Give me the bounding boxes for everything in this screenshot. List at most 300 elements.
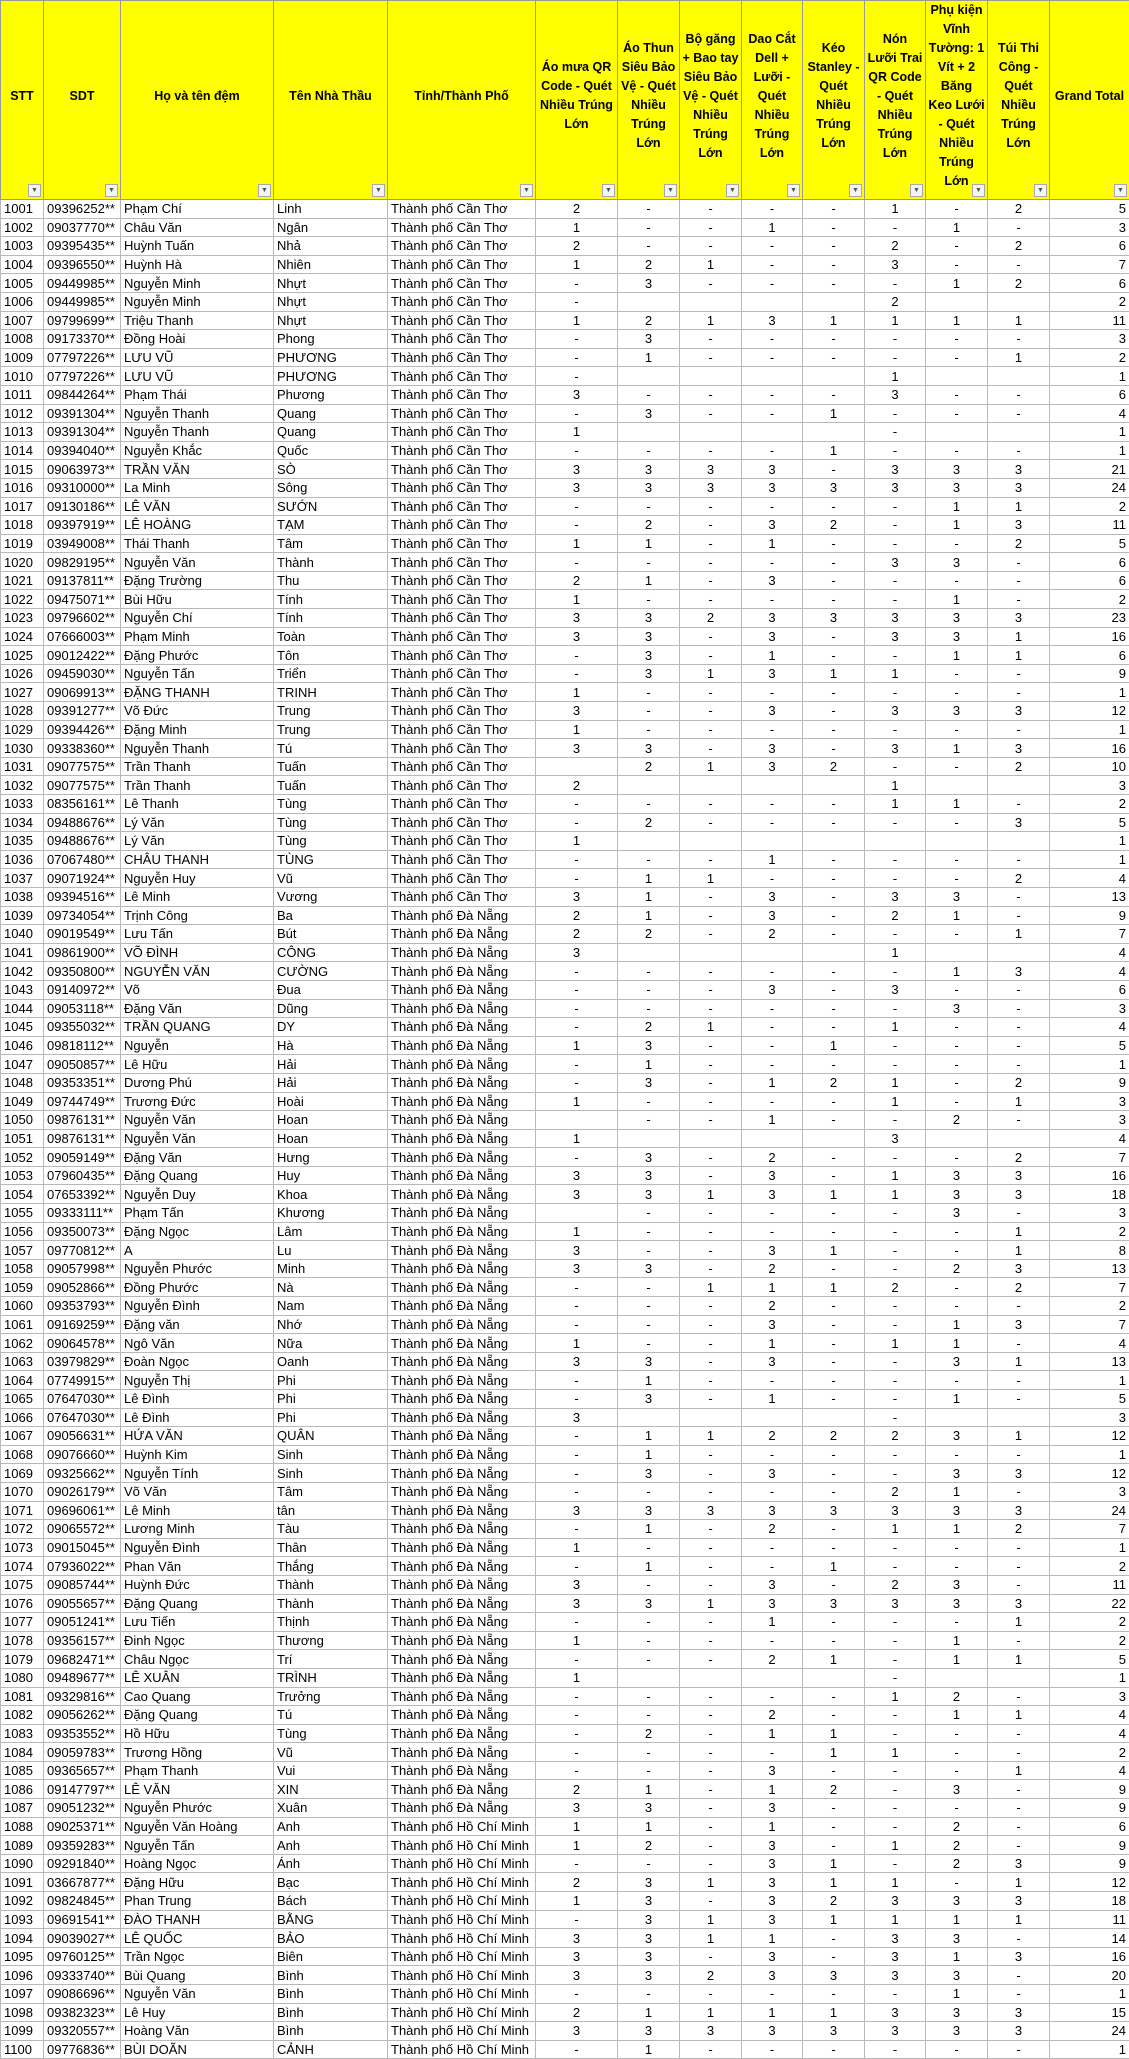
table-cell[interactable]: -	[680, 1706, 742, 1725]
table-cell[interactable]: 1	[618, 906, 680, 925]
table-cell[interactable]: 2	[1050, 1557, 1129, 1576]
table-cell[interactable]: -	[618, 962, 680, 981]
table-cell[interactable]: 3	[618, 1166, 680, 1185]
table-cell[interactable]: Nguyễn Văn	[121, 1129, 274, 1148]
table-cell[interactable]: 1075	[1, 1575, 44, 1594]
table-cell[interactable]: 1011	[1, 385, 44, 404]
table-cell[interactable]: 2	[742, 1148, 803, 1167]
table-cell[interactable]: 09350800**	[44, 962, 121, 981]
table-cell[interactable]: -	[536, 1018, 618, 1037]
table-cell[interactable]: -	[536, 1706, 618, 1725]
table-cell[interactable]	[803, 1668, 865, 1687]
table-cell[interactable]: 3	[988, 1166, 1050, 1185]
table-cell[interactable]: 09059149**	[44, 1148, 121, 1167]
table-cell[interactable]: 3	[742, 1464, 803, 1483]
table-cell[interactable]: -	[988, 1390, 1050, 1409]
table-cell[interactable]: 09130186**	[44, 497, 121, 516]
table-cell[interactable]: 1051	[1, 1129, 44, 1148]
table-cell[interactable]: -	[618, 702, 680, 721]
table-cell[interactable]: -	[988, 1687, 1050, 1706]
table-cell[interactable]: 3	[742, 1761, 803, 1780]
table-cell[interactable]: Hà	[274, 1036, 388, 1055]
table-cell[interactable]: -	[742, 1743, 803, 1762]
table-cell[interactable]: 1	[680, 255, 742, 274]
table-cell[interactable]: 09844264**	[44, 385, 121, 404]
table-cell[interactable]: Ba	[274, 906, 388, 925]
table-cell[interactable]: -	[926, 1055, 988, 1074]
table-cell[interactable]: -	[988, 720, 1050, 739]
table-cell[interactable]: Phạm Thái	[121, 385, 274, 404]
table-cell[interactable]: 1	[865, 1092, 926, 1111]
table-cell[interactable]: 2	[618, 1836, 680, 1855]
table-cell[interactable]: -	[618, 200, 680, 219]
table-cell[interactable]: 1086	[1, 1780, 44, 1799]
table-cell[interactable]: 24	[1050, 2022, 1129, 2041]
table-cell[interactable]: 9	[1050, 906, 1129, 925]
table-cell[interactable]: 1	[680, 757, 742, 776]
table-cell[interactable]: -	[742, 330, 803, 349]
table-cell[interactable]: 1	[988, 1873, 1050, 1892]
table-cell[interactable]: Trịnh Công	[121, 906, 274, 925]
table-cell[interactable]: 1	[680, 664, 742, 683]
table-cell[interactable]	[803, 423, 865, 442]
table-cell[interactable]: 1007	[1, 311, 44, 330]
table-cell[interactable]: Huỳnh Tuấn	[121, 237, 274, 256]
table-cell[interactable]: 3	[865, 1892, 926, 1911]
table-cell[interactable]: Thành phố Cần Thơ	[388, 292, 536, 311]
table-cell[interactable]: -	[618, 1315, 680, 1334]
table-cell[interactable]: 1029	[1, 720, 44, 739]
table-cell[interactable]: Thành phố Đà Nẵng	[388, 1036, 536, 1055]
table-cell[interactable]: -	[680, 1241, 742, 1260]
table-cell[interactable]: -	[680, 1297, 742, 1316]
table-cell[interactable]: -	[680, 1148, 742, 1167]
table-cell[interactable]: 3	[742, 1947, 803, 1966]
table-cell[interactable]: Nguyễn Thanh	[121, 423, 274, 442]
table-cell[interactable]: Hải	[274, 1055, 388, 1074]
table-cell[interactable]	[742, 776, 803, 795]
table-cell[interactable]: 9	[1050, 664, 1129, 683]
table-cell[interactable]: Đặng Hữu	[121, 1873, 274, 1892]
table-cell[interactable]: 1	[742, 1817, 803, 1836]
table-cell[interactable]: -	[865, 1241, 926, 1260]
table-cell[interactable]: -	[865, 999, 926, 1018]
table-cell[interactable]: 3	[536, 478, 618, 497]
table-cell[interactable]: 09169259**	[44, 1315, 121, 1334]
table-cell[interactable]: 1	[618, 1445, 680, 1464]
table-cell[interactable]: -	[803, 1390, 865, 1409]
table-cell[interactable]: 1014	[1, 441, 44, 460]
table-cell[interactable]: 8	[1050, 1241, 1129, 1260]
table-cell[interactable]: 1	[926, 906, 988, 925]
table-cell[interactable]: 2	[988, 534, 1050, 553]
table-cell[interactable]: -	[742, 255, 803, 274]
table-cell[interactable]: 3	[988, 460, 1050, 479]
table-cell[interactable]	[988, 1668, 1050, 1687]
table-cell[interactable]: Trung	[274, 720, 388, 739]
table-cell[interactable]: -	[988, 1780, 1050, 1799]
table-cell[interactable]: Nhớ	[274, 1315, 388, 1334]
table-cell[interactable]: 3	[988, 1259, 1050, 1278]
table-cell[interactable]: 1	[865, 1073, 926, 1092]
table-cell[interactable]: 1	[926, 1315, 988, 1334]
table-cell[interactable]: 09829195**	[44, 553, 121, 572]
table-cell[interactable]: 1	[988, 497, 1050, 516]
table-cell[interactable]: 3	[618, 664, 680, 683]
table-cell[interactable]	[680, 367, 742, 386]
table-cell[interactable]: Bách	[274, 1892, 388, 1911]
table-cell[interactable]: 9	[1050, 1854, 1129, 1873]
table-cell[interactable]: Nguyễn Minh	[121, 274, 274, 293]
table-cell[interactable]: 09353351**	[44, 1073, 121, 1092]
table-cell[interactable]: LÊ HOÀNG	[121, 516, 274, 535]
table-cell[interactable]: -	[865, 1204, 926, 1223]
table-cell[interactable]: 09071924**	[44, 869, 121, 888]
table-cell[interactable]: -	[988, 1966, 1050, 1985]
table-cell[interactable]: 3	[926, 2022, 988, 2041]
table-cell[interactable]: 1	[742, 1390, 803, 1409]
table-cell[interactable]: 1	[988, 1352, 1050, 1371]
table-cell[interactable]: -	[803, 1166, 865, 1185]
table-cell[interactable]: -	[680, 1111, 742, 1130]
table-cell[interactable]: 1	[926, 497, 988, 516]
table-cell[interactable]: -	[988, 1929, 1050, 1948]
table-cell[interactable]: 3	[1050, 1204, 1129, 1223]
table-cell[interactable]: Thành phố Đà Nẵng	[388, 1185, 536, 1204]
table-cell[interactable]: 1094	[1, 1929, 44, 1948]
table-cell[interactable]: -	[803, 1482, 865, 1501]
table-cell[interactable]: 1072	[1, 1520, 44, 1539]
table-cell[interactable]: -	[865, 441, 926, 460]
table-cell[interactable]: Thành phố Đà Nẵng	[388, 1613, 536, 1632]
table-cell[interactable]: 2	[1050, 1743, 1129, 1762]
table-cell[interactable]: 3	[988, 962, 1050, 981]
table-cell[interactable]: 1	[803, 441, 865, 460]
table-cell[interactable]: Dũng	[274, 999, 388, 1018]
table-cell[interactable]: -	[680, 1613, 742, 1632]
table-cell[interactable]: CHÂU THANH	[121, 850, 274, 869]
table-cell[interactable]: 2	[865, 906, 926, 925]
table-cell[interactable]: 16	[1050, 627, 1129, 646]
table-cell[interactable]: Phương	[274, 385, 388, 404]
table-cell[interactable]: Võ Văn	[121, 1482, 274, 1501]
table-cell[interactable]: -	[926, 1018, 988, 1037]
table-cell[interactable]: 09449985**	[44, 292, 121, 311]
table-cell[interactable]: -	[865, 590, 926, 609]
table-cell[interactable]: 1049	[1, 1092, 44, 1111]
table-cell[interactable]: 1095	[1, 1947, 44, 1966]
table-cell[interactable]: Nữa	[274, 1334, 388, 1353]
table-cell[interactable]	[742, 1129, 803, 1148]
table-cell[interactable]: 3	[803, 478, 865, 497]
table-cell[interactable]: 1	[618, 348, 680, 367]
table-cell[interactable]: Tâm	[274, 1482, 388, 1501]
table-cell[interactable]: 09353552**	[44, 1724, 121, 1743]
table-cell[interactable]: 2	[1050, 1297, 1129, 1316]
table-cell[interactable]: Nguyễn Đình	[121, 1538, 274, 1557]
table-cell[interactable]: 09320557**	[44, 2022, 121, 2041]
table-cell[interactable]: 1	[988, 627, 1050, 646]
table-cell[interactable]: -	[618, 441, 680, 460]
table-cell[interactable]: -	[803, 795, 865, 814]
table-cell[interactable]: 2	[536, 906, 618, 925]
table-cell[interactable]: Thành phố Cần Thơ	[388, 255, 536, 274]
table-cell[interactable]: -	[680, 962, 742, 981]
table-cell[interactable]: Thành phố Cần Thơ	[388, 869, 536, 888]
table-cell[interactable]	[988, 367, 1050, 386]
table-cell[interactable]: -	[536, 1427, 618, 1446]
table-cell[interactable]: -	[803, 1204, 865, 1223]
table-cell[interactable]: -	[618, 999, 680, 1018]
table-cell[interactable]: -	[536, 367, 618, 386]
table-cell[interactable]: 2	[988, 1073, 1050, 1092]
table-cell[interactable]: -	[618, 1613, 680, 1632]
table-cell[interactable]: Thành phố Đà Nẵng	[388, 1799, 536, 1818]
table-cell[interactable]: 10	[1050, 757, 1129, 776]
table-cell[interactable]: -	[680, 1166, 742, 1185]
table-cell[interactable]: 3	[988, 1185, 1050, 1204]
table-cell[interactable]: 1010	[1, 367, 44, 386]
table-cell[interactable]: 1	[1050, 1445, 1129, 1464]
table-cell[interactable]: 2	[536, 1873, 618, 1892]
table-cell[interactable]: 1080	[1, 1668, 44, 1687]
table-cell[interactable]: Tú	[274, 739, 388, 758]
table-cell[interactable]: Thành phố Đà Nẵng	[388, 1575, 536, 1594]
table-cell[interactable]	[742, 423, 803, 442]
table-cell[interactable]: -	[680, 348, 742, 367]
table-cell[interactable]: 1	[865, 776, 926, 795]
table-cell[interactable]: -	[865, 1854, 926, 1873]
table-cell[interactable]: Triệu Thanh	[121, 311, 274, 330]
table-cell[interactable]: 16	[1050, 1947, 1129, 1966]
table-cell[interactable]: -	[803, 1464, 865, 1483]
table-cell[interactable]: -	[988, 571, 1050, 590]
table-cell[interactable]: -	[536, 1557, 618, 1576]
table-cell[interactable]: 1037	[1, 869, 44, 888]
table-cell[interactable]: Thành phố Cần Thơ	[388, 497, 536, 516]
table-cell[interactable]: -	[988, 999, 1050, 1018]
table-cell[interactable]: 4	[1050, 962, 1129, 981]
table-cell[interactable]: -	[926, 1073, 988, 1092]
table-cell[interactable]: 1	[618, 1055, 680, 1074]
table-cell[interactable]: 1	[803, 1036, 865, 1055]
table-cell[interactable]: CƯỜNG	[274, 962, 388, 981]
table-cell[interactable]: -	[536, 2040, 618, 2059]
table-cell[interactable]: -	[865, 1315, 926, 1334]
table-cell[interactable]	[803, 832, 865, 851]
table-cell[interactable]: 1026	[1, 664, 44, 683]
table-cell[interactable]: -	[536, 1761, 618, 1780]
table-cell[interactable]: -	[803, 1334, 865, 1353]
table-cell[interactable]: 1	[536, 1036, 618, 1055]
table-cell[interactable]: -	[865, 1297, 926, 1316]
table-cell[interactable]: Thành phố Cần Thơ	[388, 274, 536, 293]
table-cell[interactable]	[742, 832, 803, 851]
table-cell[interactable]: -	[742, 720, 803, 739]
table-cell[interactable]: Phi	[274, 1408, 388, 1427]
table-cell[interactable]: -	[988, 330, 1050, 349]
table-cell[interactable]: Tuấn	[274, 757, 388, 776]
filter-dropdown-icon[interactable]: ▼	[787, 184, 800, 197]
table-cell[interactable]	[536, 757, 618, 776]
table-cell[interactable]: 3	[865, 1501, 926, 1520]
table-cell[interactable]: 3	[680, 2022, 742, 2041]
table-cell[interactable]: 1	[680, 1929, 742, 1948]
table-cell[interactable]: -	[618, 683, 680, 702]
table-cell[interactable]: -	[803, 1985, 865, 2004]
table-cell[interactable]: Nguyễn Chí	[121, 609, 274, 628]
table-cell[interactable]: Thành phố Cần Thơ	[388, 776, 536, 795]
table-cell[interactable]: 5	[1050, 1390, 1129, 1409]
table-cell[interactable]: 12	[1050, 702, 1129, 721]
table-cell[interactable]: 3	[926, 887, 988, 906]
table-cell[interactable]: -	[680, 237, 742, 256]
table-cell[interactable]: 2	[742, 1259, 803, 1278]
table-cell[interactable]: 3	[926, 1780, 988, 1799]
table-cell[interactable]: -	[618, 1241, 680, 1260]
table-cell[interactable]: -	[680, 720, 742, 739]
table-cell[interactable]: -	[926, 1278, 988, 1297]
table-cell[interactable]: 1	[803, 1910, 865, 1929]
table-cell[interactable]: 1	[618, 534, 680, 553]
table-cell[interactable]: 6	[1050, 274, 1129, 293]
table-cell[interactable]: 1	[618, 571, 680, 590]
table-cell[interactable]: -	[803, 1371, 865, 1390]
table-cell[interactable]: 3	[680, 460, 742, 479]
table-cell[interactable]: -	[803, 962, 865, 981]
table-cell[interactable]: -	[536, 1073, 618, 1092]
table-cell[interactable]: 1	[926, 962, 988, 981]
table-cell[interactable]: 09876131**	[44, 1111, 121, 1130]
table-cell[interactable]: 3	[988, 1501, 1050, 1520]
table-cell[interactable]	[536, 1111, 618, 1130]
table-cell[interactable]: 3	[536, 943, 618, 962]
table-cell[interactable]: Thành phố Đà Nẵng	[388, 999, 536, 1018]
table-cell[interactable]: -	[742, 683, 803, 702]
table-cell[interactable]: Thành phố Cần Thơ	[388, 218, 536, 237]
table-cell[interactable]: 09019549**	[44, 925, 121, 944]
table-cell[interactable]: -	[536, 1464, 618, 1483]
table-cell[interactable]: Thành phố Cần Thơ	[388, 330, 536, 349]
table-cell[interactable]: 1081	[1, 1687, 44, 1706]
table-cell[interactable]: -	[865, 1538, 926, 1557]
table-cell[interactable]: 1023	[1, 609, 44, 628]
table-cell[interactable]: -	[536, 1910, 618, 1929]
table-cell[interactable]: 3	[742, 702, 803, 721]
table-cell[interactable]: -	[680, 571, 742, 590]
table-cell[interactable]	[680, 423, 742, 442]
table-cell[interactable]: -	[536, 980, 618, 999]
table-cell[interactable]: -	[536, 1315, 618, 1334]
table-cell[interactable]: -	[803, 534, 865, 553]
table-cell[interactable]: 1	[865, 1743, 926, 1762]
table-cell[interactable]: Thành phố Hồ Chí Minh	[388, 1873, 536, 1892]
table-cell[interactable]: 3	[618, 1892, 680, 1911]
table-cell[interactable]: Thành phố Cần Thơ	[388, 850, 536, 869]
table-cell[interactable]: -	[988, 683, 1050, 702]
table-cell[interactable]: -	[536, 813, 618, 832]
table-cell[interactable]: Thành phố Đà Nẵng	[388, 906, 536, 925]
table-cell[interactable]: Tính	[274, 590, 388, 609]
table-cell[interactable]: 1016	[1, 478, 44, 497]
table-cell[interactable]: 2	[988, 869, 1050, 888]
table-cell[interactable]: -	[618, 980, 680, 999]
table-cell[interactable]: 4	[1050, 1724, 1129, 1743]
table-cell[interactable]: 1	[742, 1278, 803, 1297]
table-cell[interactable]: 3	[742, 627, 803, 646]
table-cell[interactable]: 3	[926, 460, 988, 479]
table-cell[interactable]: -	[680, 683, 742, 702]
table-cell[interactable]: Thành phố Cần Thơ	[388, 832, 536, 851]
table-cell[interactable]: 1046	[1, 1036, 44, 1055]
table-cell[interactable]: -	[865, 1668, 926, 1687]
table-cell[interactable]: Toàn	[274, 627, 388, 646]
table-cell[interactable]: Nguyễn Văn	[121, 1111, 274, 1130]
table-cell[interactable]: 1	[865, 1334, 926, 1353]
table-cell[interactable]: 09333111**	[44, 1204, 121, 1223]
table-cell[interactable]: Lê Huy	[121, 2003, 274, 2022]
table-cell[interactable]: 1	[803, 1241, 865, 1260]
table-cell[interactable]: 2	[618, 925, 680, 944]
table-cell[interactable]: 3	[742, 1501, 803, 1520]
table-cell[interactable]: -	[988, 1799, 1050, 1818]
table-cell[interactable]: Châu Văn	[121, 218, 274, 237]
table-cell[interactable]: 1	[865, 943, 926, 962]
table-cell[interactable]: 09064578**	[44, 1334, 121, 1353]
table-cell[interactable]: -	[803, 590, 865, 609]
table-cell[interactable]: -	[680, 1947, 742, 1966]
table-cell[interactable]	[742, 1668, 803, 1687]
table-cell[interactable]: -	[680, 1854, 742, 1873]
table-cell[interactable]: -	[865, 925, 926, 944]
table-cell[interactable]: 1	[865, 1910, 926, 1929]
table-cell[interactable]: 09365657**	[44, 1761, 121, 1780]
table-cell[interactable]: 7	[1050, 1520, 1129, 1539]
table-cell[interactable]: -	[926, 757, 988, 776]
table-cell[interactable]: -	[536, 1724, 618, 1743]
table-cell[interactable]: -	[988, 255, 1050, 274]
table-cell[interactable]: -	[865, 1780, 926, 1799]
table-cell[interactable]: 1	[926, 1706, 988, 1725]
table-cell[interactable]: -	[926, 237, 988, 256]
table-cell[interactable]: -	[742, 1482, 803, 1501]
table-cell[interactable]: 3	[536, 1241, 618, 1260]
table-cell[interactable]: 1	[865, 311, 926, 330]
table-cell[interactable]: 3	[536, 1259, 618, 1278]
table-cell[interactable]: Bình	[274, 2022, 388, 2041]
table-cell[interactable]: 3	[926, 999, 988, 1018]
table-cell[interactable]: 2	[865, 1575, 926, 1594]
table-cell[interactable]: 09760125**	[44, 1947, 121, 1966]
table-cell[interactable]: -	[536, 1278, 618, 1297]
table-cell[interactable]: 3	[926, 1892, 988, 1911]
table-cell[interactable]: -	[618, 385, 680, 404]
table-cell[interactable]: TRINH	[274, 683, 388, 702]
table-cell[interactable]: Thành phố Cần Thơ	[388, 311, 536, 330]
table-cell[interactable]: 09459030**	[44, 664, 121, 683]
table-cell[interactable]: Thành phố Cần Thơ	[388, 404, 536, 423]
table-cell[interactable]: 20	[1050, 1966, 1129, 1985]
table-cell[interactable]: 3	[926, 1427, 988, 1446]
table-cell[interactable]: -	[988, 218, 1050, 237]
table-cell[interactable]: 3	[865, 255, 926, 274]
table-cell[interactable]: Thành phố Đà Nẵng	[388, 1520, 536, 1539]
table-cell[interactable]: 1	[988, 311, 1050, 330]
table-cell[interactable]: 1025	[1, 646, 44, 665]
table-cell[interactable]: -	[865, 1613, 926, 1632]
table-cell[interactable]: Thành phố Hồ Chí Minh	[388, 2022, 536, 2041]
table-cell[interactable]: -	[865, 516, 926, 535]
